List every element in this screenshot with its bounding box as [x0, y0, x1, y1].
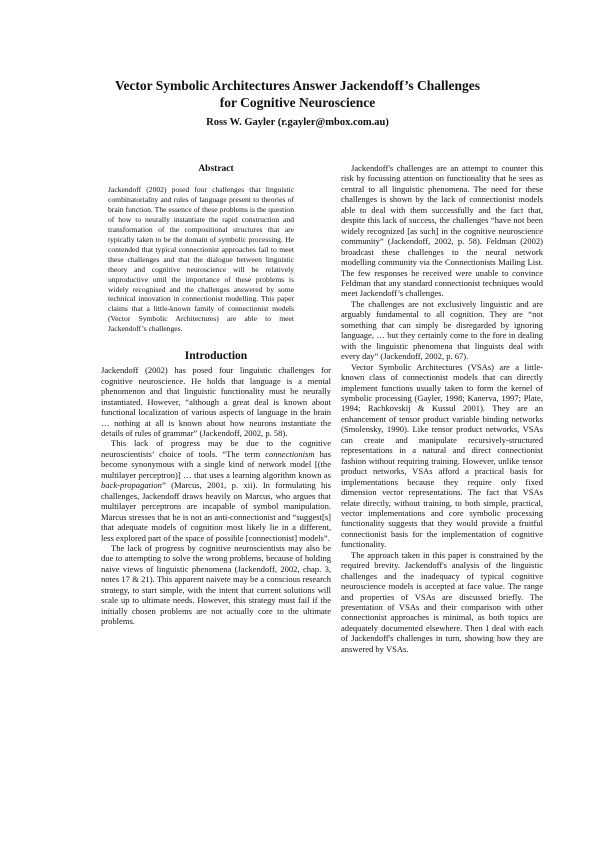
author-line: Ross W. Gayler (r.gayler@mbox.com.au)	[206, 117, 389, 128]
introduction-heading: Introduction	[184, 350, 248, 363]
intro-paragraph-4: Jackendoff's challenges are an attempt to counter this risk by focussing attention on functionality that he sees as central to all linguistic phenomena. The need for these challenges is shown by the lack of connectionist models able to deal with them successfully and the fact that, despite this lack of success, the challenges “have not been widely recognized [as such] in the cognitive neuroscience community” (Jackendoff, 2002, p. 58). Feldman (2002) broadcast these challenges to the neural network modelling community via the Connectionists Mailing List. The few responses he received were unable to convince Feldman that any standard connectionist techniques would meet Jackendoff’s challenges.	[341, 163, 543, 299]
intro-paragraph-7: The approach taken in this paper is constrained by the required brevity. Jackendoff's analysis of the linguistic challenges and the inadequacy of typical cognitive neuroscience models is accepted at face value. The range and properties of VSAs are discussed briefly. The presentation of VSAs and their comparison with other connectionist approaches is minimal, as both topics are adequately documented elsewhere. Then I deal with each of Jackendoff's challenges in turn, showing how they are answered by VSAs.	[341, 549, 543, 654]
intro-p2-part-b: has become synonymous with a single kind of network model [(the multilayer perceptron)] … that uses a learning algorithm known as	[101, 448, 331, 480]
intro-paragraph-6: Vector Symbolic Architectures (VSAs) are a little-known class of connectionist models that can directly implement functions usually taken to form the kernel of symbolic processing (Gayler, 1998; Kanerva, 1997; Plate, 1994; Rachkovskij & Kussul 2001). They are an enhancement of tensor product variable binding networks (Smolensky, 1990). Like tensor product networks, VSAs can create and manipulate recursively-structured representations in a natural and direct connectionist fashion without requiring training. However, unlike tensor product networks, VSAs afford a practical basis for implementations because they require only fixed dimension vector representations. The fact that VSAs relate directly, without training, to both simple, practical, vector implementations and core symbolic processing functionality suggests that they would provide a fruitful connectionist basis for the implementation of cognitive functionality.	[341, 361, 543, 550]
abstract-text: Jackendoff (2002) posed four challenges that linguistic combinatoriality and rules of language present to theories of brain function. The essence of these problems is the question of how to neurally instantiate the rapid construction and transformation of the compositional structures that are typically taken to be the domain of symbolic processing. He contended that typical connectionist approaches fail to meet these challenges and that the dialogue between linguistic theory and cognitive neuroscience will be relatively unproductive until the importance of these problems is widely recognised and the challenges answered by some technical innovation in connectionist modelling. This paper claims that a little-known family of connectionist models (Vector Symbolic Architectures) are able to meet Jackendoff’s challenges.	[108, 185, 294, 334]
intro-paragraph-5: The challenges are not exclusively linguistic and are arguably fundamental to all cognition. They are “not something that can simply be disregarded by ignoring language, … but they certainly come to the fore in dealing with the linguistic phenomena that linguists deal with every day” (Jackendoff, 2002, p. 67).	[341, 298, 543, 362]
title-line-1: Vector Symbolic Architectures Answer Jackendoff’s Challenges	[114, 78, 481, 93]
right-column	[341, 163, 543, 654]
intro-p2-italic-connectionism: connectionism	[265, 448, 315, 459]
intro-p2-part-a: This lack of progress may be due to the cognitive neuroscientists’ choice of tools. “The term	[101, 438, 331, 459]
abstract-heading: Abstract	[198, 164, 234, 174]
left-column	[101, 163, 331, 627]
intro-paragraph-1: Jackendoff (2002) has posed four linguistic challenges for cognitive neuroscience. He holds that language is a mental phenomenon and that linguistic functionality must be neurally instantiated. However, “although a great deal is known about functional localization of various aspects of language in the brain … nothing at all is known about how neurons instantiate the details of rules of grammar” (Jackendoff, 2002, p. 58).	[101, 365, 331, 439]
title-line-2: for Cognitive Neuroscience	[219, 95, 376, 110]
paper-title	[60, 77, 535, 111]
intro-paragraph-2	[101, 438, 331, 543]
intro-p2-italic-backprop: back-propagation	[101, 480, 162, 491]
intro-p2-part-c: ” (Marcus, 2001, p. xii). In formulating his challenges, Jackendoff draws heavily on Marcus, who argues that multilayer perceptrons are incapable of symbol manipulation. Marcus stresses that he is not an anti-connectionist and “suggest[s] that adequate models of cognition most likely lie in a different, less explored part of the space of possible [connectionist] models”.	[101, 480, 331, 543]
intro-paragraph-3: The lack of progress by cognitive neuroscientists may also be due to attempting to solve the wrong problems, because of holding naive views of linguistic phenomena (Jackendoff, 2002, chap. 3, notes 17 & 21). This apparent naivete may be a conscious research strategy, to start simple, with the intent that current solutions will scale up to ultimate needs. However, this strategy must fail if the initially chosen problems are not actually core to the ultimate problems.	[101, 543, 331, 627]
